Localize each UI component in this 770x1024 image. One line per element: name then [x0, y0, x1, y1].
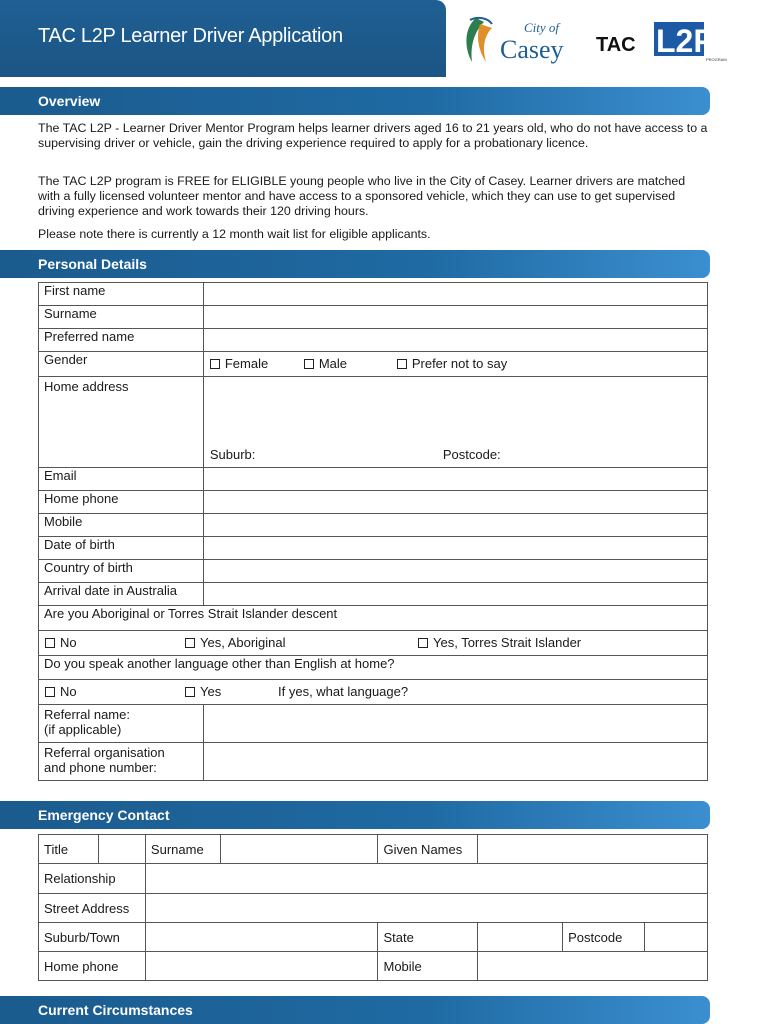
svg-text:L2P: L2P: [656, 23, 715, 59]
svg-text:TAC: TAC: [596, 34, 636, 53]
overview-paragraph-2: The TAC L2P program is FREE for ELIGIBLE young people who live in the City of Casey. Learner drivers are matched with a fully licensed volunteer mentor and have access to a sponsored vehicle, which they can use to get supervised driving experience and work towards their 120 driving hours.: [38, 174, 686, 218]
checkbox-icon: [45, 638, 55, 648]
language-which-label: If yes, what language?: [278, 684, 409, 699]
language-no-option[interactable]: No: [45, 684, 77, 699]
personal-details-section-bar: [0, 250, 710, 278]
first-name-field[interactable]: [203, 283, 707, 306]
referral-name-label: Referral name: (if applicable): [39, 705, 204, 743]
ec-mobile-label: Mobile: [378, 952, 478, 981]
country-of-birth-label: Country of birth: [39, 560, 204, 583]
emergency-contact-section-bar: [0, 801, 710, 829]
ec-title-field[interactable]: [98, 835, 145, 864]
header-band: [0, 0, 446, 77]
email-label: Email: [39, 468, 204, 491]
ec-relationship-field[interactable]: [145, 864, 707, 894]
atsi-aboriginal-option[interactable]: Yes, Aboriginal: [185, 635, 286, 650]
ec-given-names-field[interactable]: [478, 835, 708, 864]
overview-paragraph-3: Please note there is currently a 12 month wait list for eligible applicants.: [38, 227, 431, 241]
referral-name-field[interactable]: [203, 705, 707, 743]
ec-home-phone-label: Home phone: [39, 952, 146, 981]
current-circumstances-section-bar: [0, 996, 710, 1024]
preferred-name-label: Preferred name: [39, 329, 204, 352]
dob-label: Date of birth: [39, 537, 204, 560]
mobile-field[interactable]: [203, 514, 707, 537]
atsi-options: [39, 631, 708, 656]
checkbox-icon: [210, 359, 220, 369]
checkbox-icon: [418, 638, 428, 648]
svg-text:Casey: Casey: [500, 35, 564, 64]
ec-postcode-label: Postcode: [563, 923, 645, 952]
atsi-no-option[interactable]: No: [45, 635, 77, 650]
country-of-birth-field[interactable]: [203, 560, 707, 583]
ec-relationship-label: Relationship: [39, 864, 146, 894]
first-name-label: First name: [39, 283, 204, 306]
personal-details-table: [38, 282, 708, 781]
language-yes-option[interactable]: Yes: [185, 684, 221, 699]
personal-details-heading: Personal Details: [38, 256, 147, 272]
ec-suburb-label: Suburb/Town: [39, 923, 146, 952]
emergency-contact-heading: Emergency Contact: [38, 807, 170, 823]
home-phone-field[interactable]: [203, 491, 707, 514]
ec-street-field[interactable]: [145, 894, 707, 923]
checkbox-icon: [185, 638, 195, 648]
language-question: Do you speak another language other than English at home?: [39, 656, 708, 680]
home-address-label: Home address: [39, 377, 204, 468]
ec-state-field[interactable]: [478, 923, 563, 952]
overview-paragraph-1: The TAC L2P - Learner Driver Mentor Program helps learner drivers aged 16 to 21 years old, who do not have access to a supervising driver or vehicle, gain the driving experience required to apply for a probationary licence.: [38, 121, 708, 150]
referral-org-field[interactable]: [203, 743, 707, 781]
surname-field[interactable]: [203, 306, 707, 329]
dob-field[interactable]: [203, 537, 707, 560]
suburb-label: Suburb:: [209, 447, 256, 462]
svg-text:City of: City of: [524, 20, 560, 35]
ec-mobile-field[interactable]: [478, 952, 708, 981]
ec-state-label: State: [378, 923, 478, 952]
gender-female-option[interactable]: Female: [210, 356, 268, 371]
page-title: TAC L2P Learner Driver Application: [38, 25, 343, 47]
ec-surname-label: Surname: [145, 835, 220, 864]
mobile-label: Mobile: [39, 514, 204, 537]
home-phone-label: Home phone: [39, 491, 204, 514]
city-of-casey-logo: [462, 14, 574, 66]
ec-street-label: Street Address: [39, 894, 146, 923]
emergency-contact-table: [38, 834, 708, 981]
gender-male-option[interactable]: Male: [304, 356, 347, 371]
referral-org-label: Referral organisation and phone number:: [39, 743, 204, 781]
checkbox-icon: [304, 359, 314, 369]
language-options: [39, 680, 708, 705]
arrival-date-label: Arrival date in Australia: [39, 583, 204, 606]
ec-surname-field[interactable]: [220, 835, 378, 864]
preferred-name-field[interactable]: [203, 329, 707, 352]
overview-heading: Overview: [38, 93, 101, 109]
postcode-label: Postcode:: [442, 447, 501, 462]
checkbox-icon: [45, 687, 55, 697]
ec-home-phone-field[interactable]: [145, 952, 378, 981]
atsi-question: Are you Aboriginal or Torres Strait Islander descent: [39, 606, 708, 631]
checkbox-icon: [185, 687, 195, 697]
gender-prefer-not-option[interactable]: Prefer not to say: [397, 356, 507, 371]
gender-options: [203, 352, 707, 377]
ec-given-names-label: Given Names: [378, 835, 478, 864]
arrival-date-field[interactable]: [203, 583, 707, 606]
surname-label: Surname: [39, 306, 204, 329]
home-address-field[interactable]: [203, 377, 707, 468]
ec-postcode-field[interactable]: [645, 923, 708, 952]
l2p-logo: [654, 22, 728, 62]
ec-title-label: Title: [39, 835, 99, 864]
svg-text:PROGRAM: PROGRAM: [706, 57, 727, 62]
tac-logo: [596, 33, 646, 53]
gender-label: Gender: [39, 352, 204, 377]
atsi-torres-strait-option[interactable]: Yes, Torres Strait Islander: [418, 635, 581, 650]
current-circumstances-heading: Current Circumstances: [38, 1002, 193, 1018]
ec-suburb-field[interactable]: [145, 923, 378, 952]
email-field[interactable]: [203, 468, 707, 491]
checkbox-icon: [397, 359, 407, 369]
overview-section-bar: [0, 87, 710, 115]
